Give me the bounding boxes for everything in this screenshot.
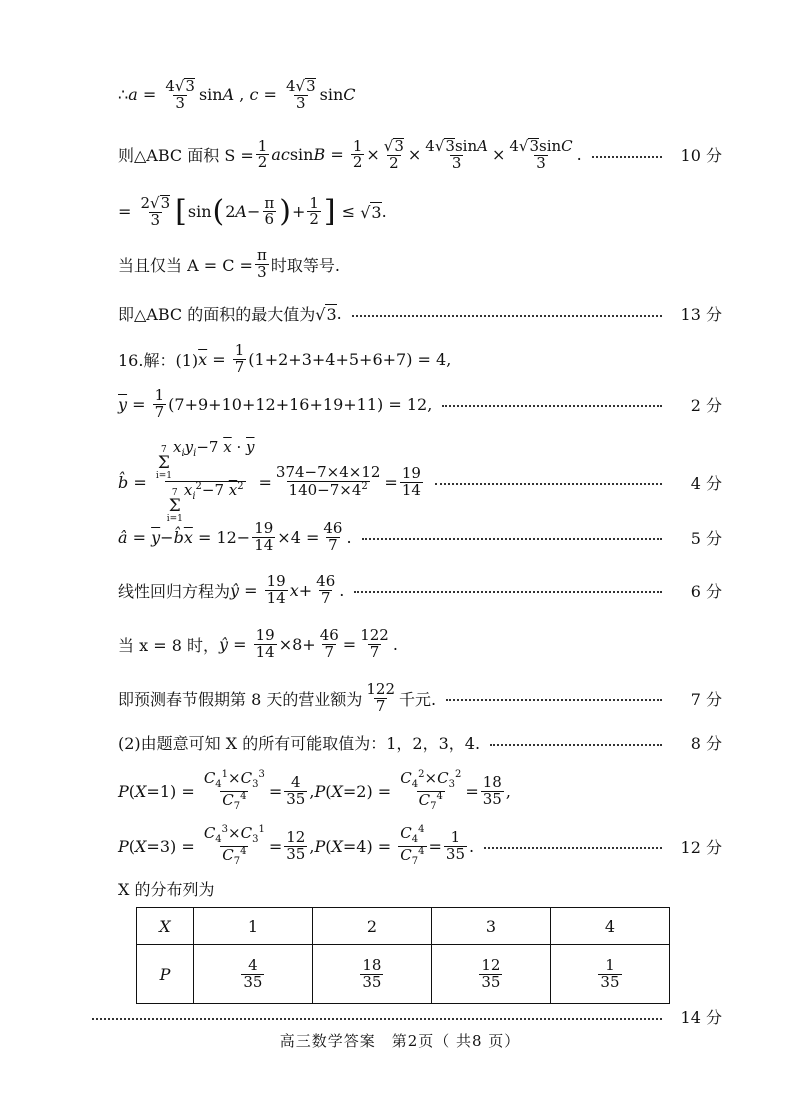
frac-p1-formula: $\frac{C_4^1\times C_3^3}{C_7^4}$ [203,769,265,812]
score-6: 6 分 [690,581,722,601]
line-7: $\overline{y}$ = $\frac{1}{7}$ (7+9+10+12+16+19+11) = 12, 2 分 [118,386,722,421]
score-8: 8 分 [690,734,722,753]
line-9: â = $\overline{y}$ − b̂ $\overline{x}$ = 12− $\frac{19}{14}$ ×4 = $\frac{46}{7}$ . 5 分 [118,519,722,554]
score-13: 13 分 [680,305,722,324]
prediction-text: 即预测春节假期第 8 天的营业额为 [118,689,363,709]
part2-text: (2)由题意可知 X 的所有可能取值为：1，2，3，4. [118,734,481,753]
dot-leader [484,847,662,849]
line-12: 即预测春节假期第 8 天的营业额为 $\frac{122}{7}$ 千元. 7 分 [118,680,722,715]
frac-122-7: $\frac{122}{7}$ [360,626,389,661]
expr-a: a [128,85,138,105]
frac-46-7-b: $\frac{46}{7}$ [316,572,336,607]
dot-leader [592,156,662,158]
y-mean-sum: (7+9+10+12+16+19+11) = 12, [168,394,433,414]
table-header-cell: 4 [550,908,669,945]
score-5: 5 分 [690,528,722,548]
score-14: 14 分 [680,1008,722,1027]
frac-18-35: $\frac{18}{35}$ [482,772,502,808]
table-row [137,945,670,1004]
x-mean-sum: (1+2+3+4+5+6+7) = 4, [248,349,452,369]
frac-12-35: $\frac{12}{35}$ [286,827,306,863]
frac-19-14: $\frac{19}{14}$ [401,463,421,499]
frac-2sqrt3-over-3: 2√ 3 3 [140,194,171,229]
line-6: 16.解：(1) $\overline{x}$ = $\frac{1}{7}$ (1+2+3+4+5+6+7) = 4, [118,341,452,376]
table-row [137,908,670,945]
page-footer: 高三数学答案 第2页（ 共8 页） [279,1032,521,1050]
line-5: 即△ABC 的面积的最大值为 √ 3 . 13 分 [118,304,722,324]
frac-pi-over-6: $\frac{\pi}{6}$ [264,193,275,229]
dot-leader [490,744,662,746]
final-score-line [92,1005,722,1028]
line-15: P ( X =3) = $\frac{C_4^3\times C_3^1}{C_7^4}$ = $\frac{12}{35}$ , P ( X =4) = $\frac{C_4^4}{C_7^4}$ = $\frac{1}{35}$ . 12 分 [118,824,722,867]
line-1: ∴ a = 4√ 3 3 sinA , c = 4√ 3 3 sinC [118,77,356,112]
equality-condition: 当且仅当 A = C = [118,255,253,275]
therefore-symbol: ∴ [118,85,129,105]
sin-c: sinC [319,85,356,105]
frac-half: $\frac{1}{2}$ [257,136,268,172]
table-header-x: X [137,908,194,945]
frac-4-35: $\frac{4}{35}$ [286,772,306,808]
max-area-text: 即△ABC 的面积的最大值为 [118,305,316,324]
frac-p3-formula: $\frac{C_4^3\times C_3^1}{C_7^4}$ [203,824,265,867]
dot-leader [354,591,662,593]
frac-b-values: $\frac{374-7\times 4\times 12}{140-7\times 4^2}$ [275,463,381,499]
frac-19-14-d: $\frac{19}{14}$ [255,626,275,661]
frac-46-7-c: $\frac{46}{7}$ [319,626,339,661]
frac-one-seventh: $\frac{1}{7}$ [234,341,245,376]
line-3: = 2√ 3 3 [ sin ( 2 A − $\frac{\pi}{6}$ ) + $\frac{1}{2}$ ] ≤ √ 3 . [118,193,387,229]
frac-19-14-b: $\frac{19}{14}$ [254,519,274,554]
distribution-table [136,907,670,1004]
line-2: 则△ABC 面积 S = $\frac{1}{2}$ acsinB = $\frac{1}{2}$ × √ 3 2 × 4√ 3 sinA 3 × 4√ 3 sinC 3 . 10 分 [118,136,722,172]
dot-leader [92,1018,662,1020]
frac-46-7: $\frac{46}{7}$ [323,519,343,554]
distribution-title: X 的分布列为 [118,880,215,899]
table-p-cell: $\frac{12}{35}$ [431,945,550,1004]
area-text: 则△ABC 面积 S = [118,146,254,166]
score-12: 12 分 [680,837,722,857]
line-13 [118,731,722,754]
line-10: 线性回归方程为 ŷ = $\frac{19}{14}$ x + $\frac{46}{7}$ . 6 分 [118,572,722,607]
table-header-cell: 1 [193,908,312,945]
frac-sinc: 4√ 3 sinC 3 [509,137,573,172]
line-14: P ( X =1) = $\frac{C_4^1\times C_3^3}{C_7^4}$ = $\frac{4}{35}$ , P ( X =2) = $\frac{C_4^2\times C_3^2}{C_7^4}$ = $\frac{18}{35}$ , [118,769,511,812]
score-7: 7 分 [690,689,722,709]
table-p-label: P [137,945,194,1004]
line-17 [118,877,722,900]
frac-19-14-c: $\frac{19}{14}$ [266,572,286,607]
line-8: b̂ = 7 Σ i=1 $x_iy_i-7$ $\overline{x} \cdot \overline{y}$ 7 Σ i=1 $x_i^2-7$ $\overline{x}^2$ = $\frac{374-7\times 4\times 12}{140-7\times 4^2}$ = $\frac{19}{14}$ 4 分 [118,438,722,524]
score-2: 2 分 [690,395,722,415]
frac-p4-formula: $\frac{C_4^4}{C_7^4}$ [400,824,425,867]
table-header-cell: 3 [431,908,550,945]
sin-a: sinA , c = [198,85,282,105]
table-p-cell: $\frac{4}{35}$ [193,945,312,1004]
regression-text: 线性回归方程为 [118,581,231,601]
frac-p2-formula: $\frac{C_4^2\times C_3^2}{C_7^4}$ [400,769,462,812]
line-4: 当且仅当 A = C = $\frac{\pi}{3}$ 时取等号. [118,246,340,281]
q16-label: 16.解：(1) [118,350,199,370]
acsinb: acsinB = [271,145,349,165]
frac-4sqrt3-over-3: 4√ 3 3 [165,77,195,112]
frac-sina: 4√ 3 sinA 3 [425,137,488,172]
dot-leader [442,405,662,407]
frac-sqrt3-over-2: √ 3 2 [383,137,404,172]
dot-leader [352,315,662,317]
frac-half-c: $\frac{1}{2}$ [309,193,319,229]
line-11: 当 x = 8 时， ŷ = $\frac{19}{14}$ ×8+ $\frac{46}{7}$ = $\frac{122}{7}$ . [118,626,398,661]
frac-one-seventh-b: $\frac{1}{7}$ [154,386,165,421]
table-header-cell: 2 [312,908,431,945]
dot-leader [446,699,662,701]
frac-pi-over-3: $\frac{\pi}{3}$ [256,246,267,281]
score-4: 4 分 [690,473,722,493]
frac-half-b: $\frac{1}{2}$ [352,136,363,172]
dot-leader [362,538,662,540]
frac-4sqrt3-over-3-b: 4√ 3 3 [285,77,316,112]
table-p-cell: $\frac{1}{35}$ [550,945,669,1004]
dot-leader [435,483,662,485]
frac-b-formula: 7 Σ i=1 $x_iy_i-7$ $\overline{x} \cdot \overline{y}$ 7 Σ i=1 $x_i^2-7$ $\overline{x}^2$ [155,438,255,524]
score-10: 10 分 [680,146,722,166]
frac-122-7-b: $\frac{122}{7}$ [366,680,395,715]
when-x8-text: 当 x = 8 时， [118,635,219,655]
frac-1-35: $\frac{1}{35}$ [445,827,465,863]
table-p-cell: $\frac{18}{35}$ [312,945,431,1004]
